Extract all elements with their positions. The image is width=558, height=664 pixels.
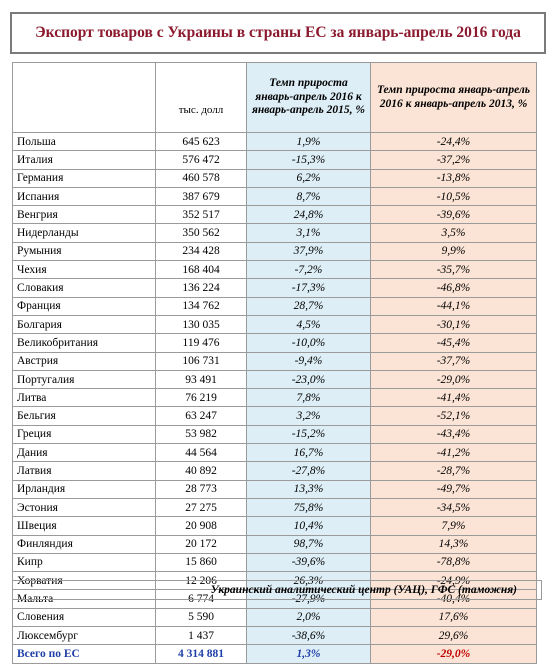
cell-value[interactable]: 20 172	[156, 535, 247, 553]
cell-growth-2013[interactable]: -35,7%	[371, 261, 537, 279]
table-row	[13, 242, 537, 260]
table-row	[13, 370, 537, 388]
cell-growth-2013[interactable]: -30,1%	[371, 315, 537, 333]
table-row	[13, 608, 537, 626]
cell-value[interactable]: 1 437	[156, 627, 247, 645]
cell-growth-2013[interactable]: 7,9%	[371, 517, 537, 535]
cell-growth-2013[interactable]: 3,5%	[371, 224, 537, 242]
header-growth-2015[interactable]: Темп прироста январь-апрель 2016 к январь-апрель 2015, %	[247, 63, 371, 133]
cell-growth-2015[interactable]: 28,7%	[247, 297, 371, 315]
cell-value[interactable]: 106 731	[156, 352, 247, 370]
table-row	[13, 261, 537, 279]
cell-country[interactable]: Кипр	[13, 553, 156, 571]
cell-growth-2015[interactable]: 24,8%	[247, 206, 371, 224]
cell-growth-2015[interactable]: 6,2%	[247, 169, 371, 187]
header-country[interactable]	[13, 63, 156, 133]
table-title: Экспорт товаров с Украины в страны ЕС за январь-апрель 2016 года	[10, 12, 546, 54]
table-row	[13, 352, 537, 370]
cell-country[interactable]: Мальта	[13, 590, 156, 608]
cell-country[interactable]: Чехия	[13, 261, 156, 279]
cell-growth-2013[interactable]: -29,0%	[371, 645, 537, 663]
cell-country[interactable]: Австрия	[13, 352, 156, 370]
cell-growth-2013[interactable]: -52,1%	[371, 407, 537, 425]
cell-growth-2013[interactable]: -44,1%	[371, 297, 537, 315]
cell-country[interactable]: Финляндия	[13, 535, 156, 553]
cell-country[interactable]: Бельгия	[13, 407, 156, 425]
export-table	[12, 62, 537, 664]
table-row	[13, 627, 537, 645]
table-row	[13, 334, 537, 352]
cell-value[interactable]: 350 562	[156, 224, 247, 242]
cell-value[interactable]: 119 476	[156, 334, 247, 352]
table-row	[13, 224, 537, 242]
cell-country[interactable]: Греция	[13, 425, 156, 443]
cell-growth-2013[interactable]: -78,8%	[371, 553, 537, 571]
cell-growth-2015[interactable]: -9,4%	[247, 352, 371, 370]
table-row	[13, 407, 537, 425]
table-row	[13, 315, 537, 333]
cell-country[interactable]: Словения	[13, 608, 156, 626]
cell-value[interactable]: 15 860	[156, 553, 247, 571]
cell-growth-2015[interactable]: 8,7%	[247, 187, 371, 205]
cell-country[interactable]: Ирландия	[13, 480, 156, 498]
cell-growth-2015[interactable]: -27,9%	[247, 590, 371, 608]
cell-growth-2015[interactable]: -10,0%	[247, 334, 371, 352]
header-value[interactable]: тыс. долл	[156, 63, 247, 133]
total-row	[13, 645, 537, 663]
cell-value[interactable]: 645 623	[156, 133, 247, 151]
cell-growth-2015[interactable]: -38,6%	[247, 627, 371, 645]
cell-value[interactable]: 6 774	[156, 590, 247, 608]
cell-value[interactable]: 4 314 881	[156, 645, 247, 663]
cell-growth-2013[interactable]: -39,6%	[371, 206, 537, 224]
cell-growth-2015[interactable]: 1,9%	[247, 133, 371, 151]
table-row	[13, 187, 537, 205]
table-row	[13, 151, 537, 169]
cell-growth-2015[interactable]: -15,2%	[247, 425, 371, 443]
cell-growth-2015[interactable]: 98,7%	[247, 535, 371, 553]
cell-growth-2013[interactable]: 29,6%	[371, 627, 537, 645]
cell-country[interactable]: Дания	[13, 444, 156, 462]
cell-growth-2013[interactable]: -34,5%	[371, 498, 537, 516]
cell-value[interactable]: 387 679	[156, 187, 247, 205]
cell-value[interactable]: 460 578	[156, 169, 247, 187]
cell-growth-2015[interactable]: 3,2%	[247, 407, 371, 425]
cell-growth-2015[interactable]: 13,3%	[247, 480, 371, 498]
cell-growth-2015[interactable]: -39,6%	[247, 553, 371, 571]
cell-growth-2015[interactable]: 16,7%	[247, 444, 371, 462]
cell-growth-2013[interactable]: -37,2%	[371, 151, 537, 169]
table-row	[13, 444, 537, 462]
cell-growth-2013[interactable]: -24,4%	[371, 133, 537, 151]
cell-country[interactable]: Всего по ЕС	[13, 645, 156, 663]
cell-country[interactable]: Эстония	[13, 498, 156, 516]
table-row	[13, 425, 537, 443]
cell-country[interactable]: Словакия	[13, 279, 156, 297]
cell-country[interactable]: Латвия	[13, 462, 156, 480]
cell-growth-2013[interactable]: 17,6%	[371, 608, 537, 626]
cell-growth-2013[interactable]: -28,7%	[371, 462, 537, 480]
cell-country[interactable]: Болгария	[13, 315, 156, 333]
cell-growth-2013[interactable]: -37,7%	[371, 352, 537, 370]
header-row	[13, 63, 537, 133]
cell-country[interactable]: Швеция	[13, 517, 156, 535]
cell-growth-2013[interactable]: -49,7%	[371, 480, 537, 498]
cell-growth-2013[interactable]: -43,4%	[371, 425, 537, 443]
cell-value[interactable]: 93 491	[156, 370, 247, 388]
cell-growth-2013[interactable]: -40,4%	[371, 590, 537, 608]
cell-growth-2013[interactable]: -13,8%	[371, 169, 537, 187]
cell-growth-2013[interactable]: 14,3%	[371, 535, 537, 553]
cell-country[interactable]: Венгрия	[13, 206, 156, 224]
cell-value[interactable]: 63 247	[156, 407, 247, 425]
cell-growth-2015[interactable]: 26,3%	[247, 572, 371, 590]
cell-value[interactable]: 168 404	[156, 261, 247, 279]
cell-value[interactable]: 576 472	[156, 151, 247, 169]
cell-growth-2013[interactable]: 9,9%	[371, 242, 537, 260]
cell-growth-2015[interactable]: -17,3%	[247, 279, 371, 297]
cell-growth-2015[interactable]: -23,0%	[247, 370, 371, 388]
cell-value[interactable]: 28 773	[156, 480, 247, 498]
table-row	[13, 206, 537, 224]
cell-value[interactable]: 20 908	[156, 517, 247, 535]
cell-growth-2015[interactable]: 37,9%	[247, 242, 371, 260]
cell-country[interactable]: Румыния	[13, 242, 156, 260]
cell-growth-2015[interactable]: 10,4%	[247, 517, 371, 535]
cell-country[interactable]: Люксембург	[13, 627, 156, 645]
cell-growth-2015[interactable]: -7,2%	[247, 261, 371, 279]
table-row	[13, 498, 537, 516]
cell-value[interactable]: 27 275	[156, 498, 247, 516]
cell-country[interactable]: Литва	[13, 389, 156, 407]
cell-growth-2015[interactable]: 7,8%	[247, 389, 371, 407]
table-row	[13, 169, 537, 187]
cell-value[interactable]: 136 224	[156, 279, 247, 297]
cell-growth-2013[interactable]: -41,4%	[371, 389, 537, 407]
cell-value[interactable]: 352 517	[156, 206, 247, 224]
cell-value[interactable]: 44 564	[156, 444, 247, 462]
cell-country[interactable]: Хорватия	[13, 572, 156, 590]
cell-value[interactable]: 76 219	[156, 389, 247, 407]
cell-value[interactable]: 40 892	[156, 462, 247, 480]
cell-growth-2013[interactable]: -10,5%	[371, 187, 537, 205]
cell-country[interactable]: Великобритания	[13, 334, 156, 352]
cell-growth-2015[interactable]: 75,8%	[247, 498, 371, 516]
table-row	[13, 535, 537, 553]
table-row	[13, 279, 537, 297]
cell-growth-2013[interactable]: -41,2%	[371, 444, 537, 462]
cell-growth-2015[interactable]: 4,5%	[247, 315, 371, 333]
cell-growth-2013[interactable]: -24,9%	[371, 572, 537, 590]
header-growth-2013[interactable]: Темп прироста январь-апрель 2016 к январь-апрель 2013, %	[371, 63, 537, 133]
cell-value[interactable]: 130 035	[156, 315, 247, 333]
cell-value[interactable]: 5 590	[156, 608, 247, 626]
table-row	[13, 389, 537, 407]
cell-growth-2013[interactable]: -46,8%	[371, 279, 537, 297]
table-row	[13, 553, 537, 571]
cell-country[interactable]: Германия	[13, 169, 156, 187]
cell-country[interactable]: Португалия	[13, 370, 156, 388]
source-note: Украинский аналитический центр (УАЦ), ГФС (таможня)	[12, 580, 542, 600]
cell-value[interactable]: 134 762	[156, 297, 247, 315]
cell-value[interactable]: 12 206	[156, 572, 247, 590]
cell-growth-2015[interactable]: 2,0%	[247, 608, 371, 626]
cell-growth-2013[interactable]: -29,0%	[371, 370, 537, 388]
table-row	[13, 133, 537, 151]
cell-country[interactable]: Польша	[13, 133, 156, 151]
table-row	[13, 462, 537, 480]
cell-growth-2015[interactable]: -15,3%	[247, 151, 371, 169]
cell-country[interactable]: Испания	[13, 187, 156, 205]
table-row	[13, 297, 537, 315]
cell-growth-2015[interactable]: 3,1%	[247, 224, 371, 242]
cell-country[interactable]: Франция	[13, 297, 156, 315]
cell-country[interactable]: Италия	[13, 151, 156, 169]
table-row	[13, 517, 537, 535]
table-row	[13, 480, 537, 498]
cell-country[interactable]: Нидерланды	[13, 224, 156, 242]
cell-growth-2015[interactable]: -27,8%	[247, 462, 371, 480]
cell-growth-2013[interactable]: -45,4%	[371, 334, 537, 352]
cell-growth-2015[interactable]: 1,3%	[247, 645, 371, 663]
cell-value[interactable]: 234 428	[156, 242, 247, 260]
cell-value[interactable]: 53 982	[156, 425, 247, 443]
